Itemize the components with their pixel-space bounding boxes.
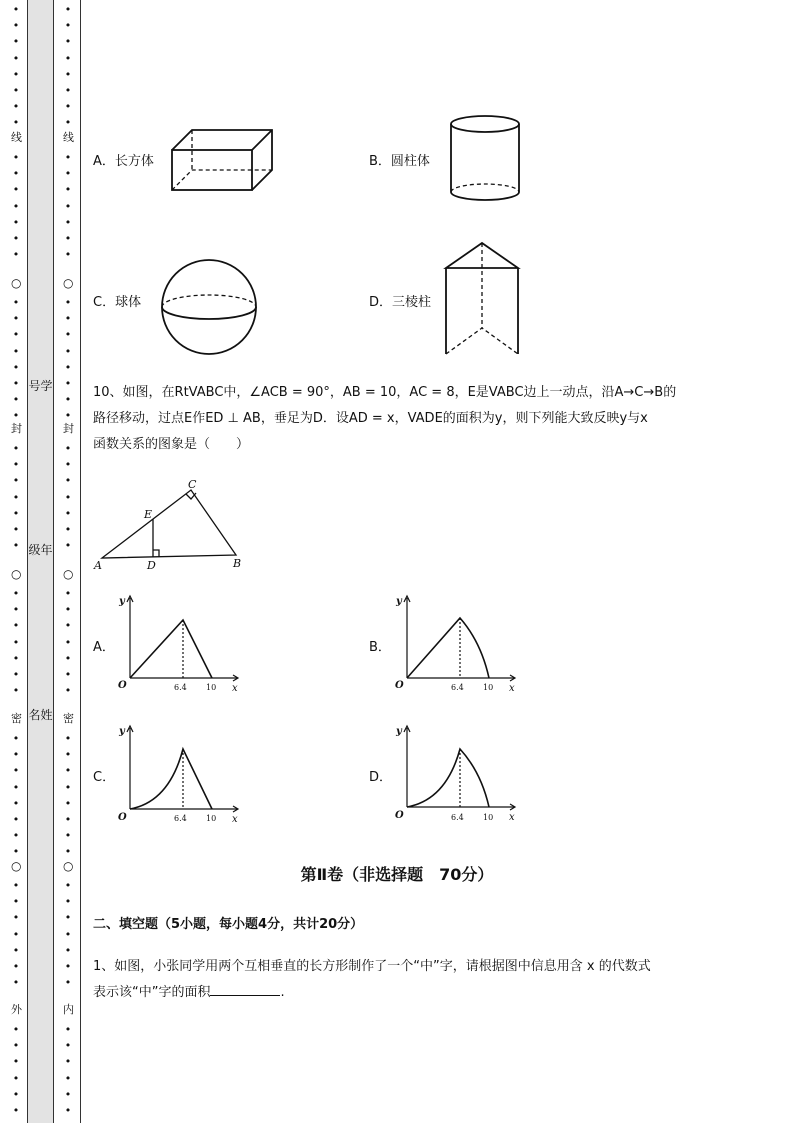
binding-dot: • <box>64 1055 72 1069</box>
svg-text:6.4: 6.4 <box>451 813 464 822</box>
binding-dot: • <box>12 635 20 649</box>
graph-option-b <box>391 590 521 692</box>
binding-dot: • <box>12 458 20 472</box>
cylinder-figure <box>445 110 525 210</box>
svg-text:O: O <box>118 812 127 823</box>
outer-dot-column <box>11 0 21 1123</box>
fill-in-q1-line-2: 表示该“中”字的面积 . <box>93 980 753 1006</box>
binding-dot: • <box>12 67 20 81</box>
binding-dot: • <box>12 619 20 633</box>
binding-dot: • <box>12 409 20 423</box>
svg-text:O: O <box>395 810 404 821</box>
binding-dot: • <box>12 232 20 245</box>
binding-dot: • <box>64 183 72 197</box>
binding-dot: • <box>12 100 20 114</box>
binding-dot: • <box>12 506 20 520</box>
graph-option-d <box>391 720 521 824</box>
binding-dot: • <box>12 668 20 681</box>
binding-dot: • <box>12 167 20 181</box>
vertex-c-label: C <box>188 478 197 491</box>
binding-dot: • <box>64 668 72 681</box>
binding-dot: • <box>12 474 20 488</box>
binding-dot: • <box>12 393 20 407</box>
fill-in-heading: 二、填空题（5小题，每小题4分，共计20分） <box>93 917 364 932</box>
question-10-line-1: 10、如图，在RtVABC中，∠ACB = 90°，AB = 10，AC = 8，E是VABC边上一动点，沿A→C→B的 <box>93 385 677 400</box>
binding-dot: • <box>12 911 20 925</box>
outer-mark-2: 封 <box>11 422 22 435</box>
binding-dot: • <box>12 684 20 698</box>
binding-dot: • <box>64 409 72 423</box>
binding-dot: • <box>12 442 20 455</box>
fill-in-question-1 <box>93 954 753 1006</box>
point-e-label: E <box>144 508 153 521</box>
binding-dot: • <box>12 19 20 33</box>
inner-dot-column <box>63 0 73 1123</box>
binding-dot: • <box>64 943 72 957</box>
svg-text:6.4: 6.4 <box>451 683 464 692</box>
option-b-label: B．圆柱体 <box>369 154 430 169</box>
binding-dot: • <box>12 523 20 536</box>
binding-dot: • <box>64 813 72 826</box>
binding-dot: • <box>12 943 20 957</box>
binding-dot: • <box>64 976 72 990</box>
binding-dot: • <box>64 796 72 810</box>
binding-dot: • <box>64 458 72 472</box>
binding-dot: • <box>12 587 20 600</box>
inner-mark-6: 内 <box>63 1003 74 1016</box>
binding-dot: • <box>12 748 20 762</box>
inner-mark-3: ○ <box>63 567 74 581</box>
binding-dot: • <box>12 1023 20 1036</box>
inner-mark-0: 线 <box>63 131 74 144</box>
svg-text:y: y <box>119 596 125 607</box>
binding-dot: • <box>64 360 72 374</box>
binding-dot: • <box>64 116 72 130</box>
binding-dot: • <box>64 539 72 553</box>
binding-dot: • <box>64 393 72 407</box>
grade-label: 级年 <box>28 543 53 557</box>
binding-dot: • <box>64 328 72 342</box>
binding-dot: • <box>64 764 72 778</box>
binding-dot: • <box>12 603 20 617</box>
binding-dot: • <box>12 1087 20 1101</box>
option-a-label: A．长方体 <box>93 154 154 169</box>
sphere-figure <box>158 256 260 358</box>
svg-text:10: 10 <box>206 683 217 692</box>
outer-mark-4: 密 <box>11 712 22 725</box>
binding-dot: • <box>64 748 72 762</box>
svg-text:x: x <box>232 814 238 824</box>
point-d-label: D <box>147 559 156 572</box>
binding-dot: • <box>12 51 20 65</box>
answer-d-label: D． <box>369 770 393 785</box>
binding-dot: • <box>64 829 72 843</box>
outer-mark-1: ○ <box>11 276 22 290</box>
binding-dot: • <box>64 474 72 488</box>
binding-dot: • <box>12 84 20 97</box>
triangular-prism-figure <box>440 238 525 360</box>
outer-mark-6: 外 <box>11 1003 22 1016</box>
triangle-figure <box>92 476 252 572</box>
inner-mark-5: ○ <box>63 859 74 873</box>
binding-line <box>80 0 81 1123</box>
vertex-b-label: B <box>233 557 242 570</box>
binding-dot: • <box>64 344 72 358</box>
answer-a-label: A． <box>93 640 115 655</box>
binding-dot: • <box>64 248 72 262</box>
binding-dot: • <box>12 360 20 374</box>
svg-text:10: 10 <box>206 814 217 823</box>
binding-dot: • <box>64 587 72 600</box>
binding-dot: • <box>64 635 72 649</box>
inner-mark-1: ○ <box>63 276 74 290</box>
outer-mark-5: ○ <box>11 859 22 873</box>
section-title: 第Ⅱ卷（非选择题 70分） <box>300 865 494 884</box>
binding-dot: • <box>64 84 72 97</box>
binding-dot: • <box>64 1039 72 1053</box>
svg-text:x: x <box>509 683 515 692</box>
fill-in-q1-line-1: 1、如图，小张同学用两个互相垂直的长方形制作了一个“中”字，请根据图中信息用含 x 的代数式 <box>93 959 651 974</box>
option-c-label: C．球体 <box>93 295 142 310</box>
graph-option-c <box>114 720 244 824</box>
binding-dot: • <box>64 1023 72 1036</box>
binding-dot: • <box>64 19 72 33</box>
binding-dot: • <box>64 506 72 520</box>
inner-mark-2: 封 <box>63 422 74 435</box>
binding-dot: • <box>12 1071 20 1085</box>
binding-dot: • <box>12 732 20 745</box>
binding-dot: • <box>12 490 20 504</box>
binding-dot: • <box>64 100 72 114</box>
svg-text:6.4: 6.4 <box>174 814 187 823</box>
svg-text:10: 10 <box>483 813 494 822</box>
binding-dot: • <box>64 960 72 973</box>
inner-mark-4: 密 <box>63 712 74 725</box>
svg-text:10: 10 <box>483 683 494 692</box>
binding-dot: • <box>64 780 72 794</box>
binding-dot: • <box>12 344 20 358</box>
binding-dot: • <box>12 780 20 794</box>
binding-dot: • <box>12 927 20 941</box>
binding-dot: • <box>12 976 20 990</box>
binding-dot: • <box>64 167 72 181</box>
svg-text:O: O <box>395 680 404 691</box>
binding-dot: • <box>12 1104 20 1117</box>
binding-dot: • <box>12 151 20 164</box>
answer-b-label: B． <box>369 640 391 655</box>
binding-dot: • <box>12 3 20 16</box>
binding-dot: • <box>64 651 72 665</box>
binding-dot: • <box>12 829 20 843</box>
binding-dot: • <box>64 619 72 633</box>
binding-dot: • <box>64 1104 72 1117</box>
student-number-label: 号学 <box>28 379 53 393</box>
binding-dot: • <box>64 442 72 455</box>
svg-text:x: x <box>509 812 515 823</box>
answer-blank[interactable] <box>210 982 280 996</box>
binding-dot: • <box>64 879 72 892</box>
binding-dot: • <box>64 3 72 16</box>
vertex-a-label: A <box>94 559 102 572</box>
graph-option-a <box>114 590 244 692</box>
binding-dot: • <box>12 895 20 909</box>
name-label: 名姓 <box>28 708 53 722</box>
option-d-label: D．三棱柱 <box>369 295 432 310</box>
svg-text:6.4: 6.4 <box>174 683 187 692</box>
binding-dot: • <box>64 296 72 309</box>
svg-text:y: y <box>396 726 402 737</box>
binding-dot: • <box>12 1055 20 1069</box>
binding-dot: • <box>12 312 20 326</box>
binding-dot: • <box>12 35 20 49</box>
binding-dot: • <box>64 151 72 164</box>
binding-dot: • <box>12 879 20 892</box>
binding-dot: • <box>64 911 72 925</box>
binding-dot: • <box>64 35 72 49</box>
question-10-line-2: 路径移动，过点E作ED ⊥ AB，垂足为D．设AD = x，VADE的面积为y，则下列能大致反映y与x <box>93 411 648 426</box>
binding-dot: • <box>64 895 72 909</box>
binding-dot: • <box>12 651 20 665</box>
binding-strip <box>27 0 54 1123</box>
binding-dot: • <box>12 1039 20 1053</box>
binding-dot: • <box>64 199 72 213</box>
binding-dot: • <box>64 51 72 65</box>
binding-dot: • <box>64 523 72 536</box>
binding-dot: • <box>64 215 72 229</box>
binding-dot: • <box>12 845 20 859</box>
binding-dot: • <box>12 539 20 553</box>
answer-c-label: C． <box>93 770 116 785</box>
binding-dot: • <box>12 296 20 309</box>
binding-dot: • <box>64 927 72 941</box>
binding-dot: • <box>12 328 20 342</box>
binding-dot: • <box>64 490 72 504</box>
svg-text:O: O <box>118 680 127 691</box>
outer-mark-3: ○ <box>11 567 22 581</box>
cuboid-figure <box>160 120 280 200</box>
binding-dot: • <box>64 232 72 245</box>
binding-dot: • <box>12 248 20 262</box>
binding-dot: • <box>12 116 20 130</box>
svg-text:y: y <box>396 596 402 607</box>
binding-dot: • <box>64 732 72 745</box>
binding-dot: • <box>64 67 72 81</box>
binding-dot: • <box>12 377 20 390</box>
binding-dot: • <box>12 796 20 810</box>
binding-dot: • <box>12 960 20 973</box>
outer-mark-0: 线 <box>11 131 22 144</box>
svg-text:y: y <box>119 726 125 737</box>
question-10 <box>93 380 753 458</box>
binding-dot: • <box>12 199 20 213</box>
binding-dot: • <box>64 312 72 326</box>
binding-dot: • <box>64 377 72 390</box>
binding-dot: • <box>64 1071 72 1085</box>
binding-dot: • <box>12 183 20 197</box>
binding-dot: • <box>12 813 20 826</box>
binding-dot: • <box>64 684 72 698</box>
binding-dot: • <box>64 845 72 859</box>
binding-dot: • <box>12 764 20 778</box>
svg-text:x: x <box>232 683 238 692</box>
binding-dot: • <box>12 215 20 229</box>
question-10-line-3: 函数关系的图象是（ ） <box>93 437 250 452</box>
binding-dot: • <box>64 603 72 617</box>
binding-dot: • <box>64 1087 72 1101</box>
